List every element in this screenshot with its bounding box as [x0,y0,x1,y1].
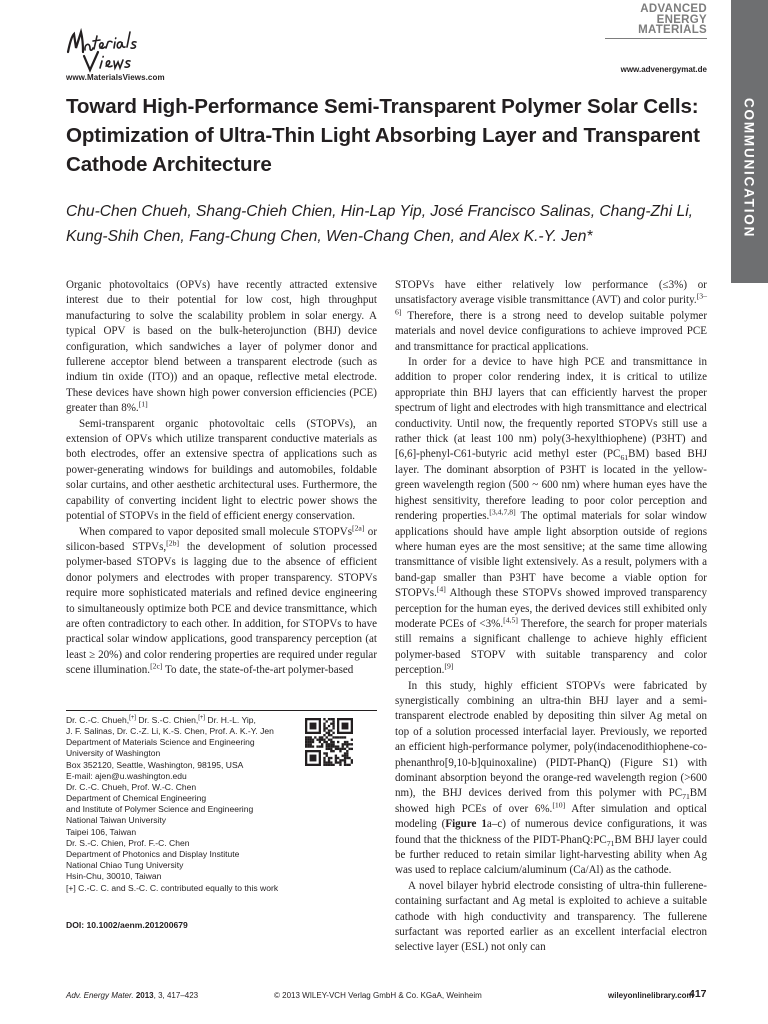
subscript: 71 [682,792,690,802]
paragraph [395,679,707,879]
citation-year: 2013 [133,991,154,1000]
logo-line-materials: MATERIALS [638,24,707,36]
citation[interactable]: [9] [444,661,454,671]
footer-citation [66,991,198,1000]
text-run: the development of solution processed polymer-based STOPVs is lagging due to the absence of efficient donor polymers and electrodes with proper transparency. STOPVs require more sophisticated materials and refined device engineering to simultaneously optimize both PCE and device transmittance, which are often contradictory to each other. In addition, for STOPVs to have practical solar window applications, good transparency perception (at least ≥ 20%) and color rendering properties are required under regular scene illumination. [66,540,377,677]
text-run: A novel bilayer hybrid electrode consisting of ultra-thin fullerene-containing surfactant and Ag metal is exploited to achieve a suitable cathode with high conductivity and transparency. The fullerene surfactant was reported earlier as an excellent interfacial electron selective layer (ESL) not only can [395,879,707,954]
affiliation-line: University of Washington [66,748,161,759]
text-run: Dr. H.-L. Yip, [205,715,256,725]
paragraph [66,278,377,417]
affiliation-block [66,715,306,895]
citation[interactable]: [2a] [352,522,365,532]
text-run: a–c) of numerous device configurations, it was found that the thickness of the PIDT-PhanQ:PC [395,818,707,846]
section-tab-label: COMMUNICATION [741,98,757,239]
text-run: Therefore, the search for proper materials still remains a significant challenge to achieve highly efficient polymer-based STOPV with suitable transparency and color perception. [395,617,707,677]
journal-url[interactable]: www.advenergymat.de [620,65,707,74]
citation[interactable]: [1] [138,399,148,409]
contribution-marker: [+] [198,715,206,722]
advanced-energy-materials-logo [605,4,707,39]
affiliation-line: Department of Chemical Engineering [66,793,207,804]
affiliation-line: Box 352120, Seattle, Washington, 98195, USA [66,759,244,770]
page-number: 417 [689,988,707,1000]
citation[interactable]: [4] [436,584,446,594]
citation[interactable]: [3,4,7,8] [489,507,516,517]
text-run: STOPVs have either relatively low performance (≤3%) or unsatisfactory average visible transmittance (AVT) and color purity. [395,279,707,307]
text-run: BM BHJ layer could be further reduced to retain similar light-harvesting ability when Ag was used to replace calcium/aluminum (Ca/Al) as the cathode. [395,833,707,877]
contribution-marker: [+] [129,715,136,722]
text-run: When compared to vapor deposited small molecule STOPVs [79,525,352,538]
body-column-left [66,278,377,679]
citation[interactable]: [10] [552,800,566,810]
subscript: 61 [620,453,629,463]
affiliation-line [66,715,306,726]
text-run: Dr. C.-C. Chueh, [66,715,130,725]
journal-abbreviation: Adv. Energy Mater. [66,991,134,1000]
footer-copyright: © 2013 WILEY-VCH Verlag GmbH & Co. KGaA, Weinheim [274,991,482,1000]
affiliation-line: Hsin-Chu, 30010, Taiwan [66,871,162,882]
text-run: To date, the state-of-the-art polymer-based [162,664,354,677]
text-run: The optimal materials for solar window applications should have ample light absorption outside of regions where human eyes are the most sensitive; at the same time allowing transmittance of visible light extensively. As a result, polymers with a band-gap smaller than P3HT have become a viable option for STOPVs. [395,510,707,600]
citation[interactable]: [2c] [150,661,163,671]
footer-website[interactable]: wileyonlinelibrary.com [608,991,694,1000]
text-run: In this study, highly efficient STOPVs were fabricated by synergistically combining an ultra-thin BHJ layer and a semi-transparent electrode enabled by depositing thin silver Ag metal on top of a solution processed interfacial layer. Previously, we reported an efficient high-performance polymer, poly(indacenodithiophene-co-phenanthro[9,10-b]quinoxaline) (PIDT-PhanQ) (Figure S1) with dominant absorption beyond the orange-red wavelength region (>600 nm), the BHJ devices derived from this polymer with PC [395,679,707,800]
text-run: After simulation and optical modeling ( [395,802,707,831]
materials-views-url[interactable]: www.MaterialsViews.com [66,73,165,82]
affiliation-line: National Chiao Tung University [66,860,184,871]
qr-code-graphic [305,718,353,766]
logo-line-advanced: ADVANCED [640,3,707,15]
affiliation-line: Department of Materials Science and Engineering [66,737,255,748]
affiliation-line: Taipei 106, Taiwan [66,826,137,837]
text-run: Although these STOPVs showed improved transparency perception for the human eyes, the derived devices still exhibited only moderate PCEs of <3%. [395,587,707,630]
paragraph [395,879,707,956]
text-run: BM showed high PCEs of over 6%. [395,787,707,815]
text-run: C.-C. C. and S.-C. C. contributed equally to this work [75,883,279,894]
paragraph [395,355,707,679]
paragraph [66,522,377,679]
contribution-marker: [+] [66,883,76,894]
body-column-right [395,278,707,956]
author-email[interactable]: E-mail: ajen@u.washington.edu [66,770,187,781]
affiliation-line: Department of Photonics and Display Institute [66,848,240,859]
affiliation-divider [66,710,377,711]
citation[interactable]: [4,5] [503,615,518,625]
text-run: Semi-transparent organic photovoltaic cells (STOPVs), an extension of OPVs which utilize transparent conductive materials as both electrodes, offer an extensive spectra of applications such as power-generating windows for buildings and automobiles, foldable solar curtains, and other aesthetic architectural uses. Furthermore, the capability of converting incident light to electric power shows the potential of STOPVs in the field of efficient energy conservation. [66,417,377,523]
paragraph [66,417,377,525]
logo-line-energy: ENERGY [656,13,707,26]
text-run: or silicon-based STPVs, [66,525,377,553]
volume-pages: , 3, 417–423 [153,991,199,1000]
figure-reference[interactable]: Figure 1 [445,818,487,831]
logo-underline [605,38,707,40]
paragraph [395,278,707,355]
citation[interactable]: [3–6] [395,291,707,317]
text-run: BM) based BHJ layer. The dominant absorption of P3HT is located in the yellow-green wavelength region (500 ~ 600 nm) where human eyes have the highest sensitivity, therefore leading to poor color perception and rendering properties. [395,448,707,523]
materials-views-logo [66,22,148,74]
materials-views-logo-graphic [66,22,148,74]
article-title: Toward High-Performance Semi-Transparent Polymer Solar Cells: Optimization of Ultra-Thin Light Absorbing Layer and Transparent Cathode Architecture [66,95,700,176]
citation[interactable]: [2b] [166,538,180,548]
text-run: In order for a device to have high PCE and transmittance in addition to proper color rendering index, it is critical to utilize appropriate thin BHJ layers that can efficiently harvest the proper spectrum of light and electrodes with high transmittance and electrical conductivity. Until now, the frequently reported STOPVs still use a rather thick (at least 100 nm) poly(3-hexylthiophene) (P3HT) and [6,6]-phenyl-C61-butyric acid methyl ester (PC [395,356,707,461]
subscript: 71 [606,838,615,848]
affiliation-line: National Taiwan University [66,815,167,826]
doi[interactable]: DOI: 10.1002/aenm.201200679 [66,920,188,930]
affiliation-line: Dr. S.-C. Chien, Prof. F.-C. Chen [66,837,190,848]
text-run: Therefore, there is a strong need to develop suitable polymer materials and novel device configurations to achieve improved PCE and transmittance for practical applications. [395,309,707,353]
text-run: Organic photovoltaics (OPVs) have recently attracted extensive interest due to their potential for low cost, high throughput manufacturing to solve the scalability problem in solar energy. A typical OPV is based on the bulk-heterojunction (BHJ) device configuration, which sandwiches a layer of polymer donor and fullerene acceptor blend between a transparent electrode (such as indium tin oxide (ITO)) and an opaque, reflective metal electrode. These devices have shown high power conversion efficiencies (PCE) greater than 8%. [66,279,377,415]
qr-code[interactable] [305,718,353,766]
affiliation-line: Dr. C.-C. Chueh, Prof. W.-C. Chen [66,781,197,792]
affiliation-line: and Institute of Polymer Science and Engineering [66,804,254,815]
affiliation-line: J. F. Salinas, Dr. C.-Z. Li, K.-S. Chen, Prof. A. K.-Y. Jen [66,726,274,737]
contribution-note [66,883,306,894]
author-list: Chu-Chen Chueh, Shang-Chieh Chien, Hin-Lap Yip, José Francisco Salinas, Chang-Zhi Li, Kung-Shih Chen, Fang-Chung Chen, Wen-Chang Chen, and Alex K.-Y. Jen* [66,203,693,245]
text-run: Dr. S.-C. Chien, [135,715,199,725]
